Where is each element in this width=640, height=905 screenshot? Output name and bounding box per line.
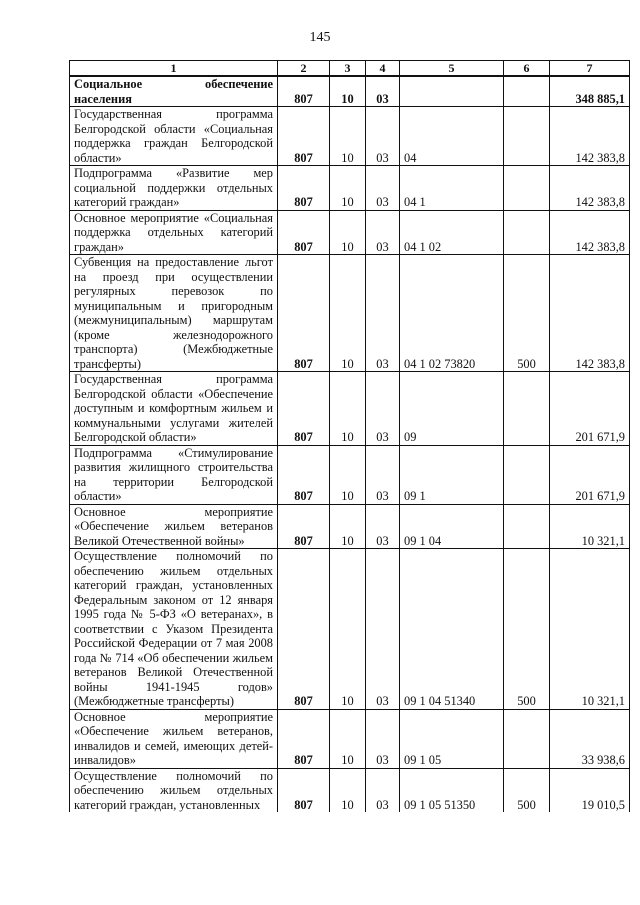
row-sum: 142 383,8 — [550, 107, 630, 166]
row-section: 10 — [330, 768, 366, 812]
row-expense-type: 500 — [504, 768, 550, 812]
table-row — [70, 768, 630, 812]
row-target-article: 04 — [400, 107, 504, 166]
row-expense-type — [504, 709, 550, 768]
column-header: 1 — [70, 61, 278, 77]
row-name: Осуществление полномочий по обеспечению жильем отдельных категорий граждан, установленных — [70, 768, 278, 812]
row-subsection: 03 — [366, 210, 400, 255]
row-sum: 142 383,8 — [550, 255, 630, 372]
row-sum: 10 321,1 — [550, 549, 630, 710]
row-subsection: 03 — [366, 445, 400, 504]
row-subsection: 03 — [366, 166, 400, 211]
row-expense-type — [504, 504, 550, 549]
column-header: 3 — [330, 61, 366, 77]
table-header-row — [70, 61, 630, 77]
row-target-article: 09 — [400, 372, 504, 446]
row-expense-type: 500 — [504, 549, 550, 710]
page-number: 145 — [309, 30, 331, 45]
table-row — [70, 709, 630, 768]
column-header: 6 — [504, 61, 550, 77]
row-section: 10 — [330, 549, 366, 710]
table-row — [70, 504, 630, 549]
row-grbs: 807 — [278, 372, 330, 446]
row-subsection: 03 — [366, 549, 400, 710]
table-row — [70, 372, 630, 446]
row-target-article: 04 1 02 73820 — [400, 255, 504, 372]
row-sum: 142 383,8 — [550, 166, 630, 211]
row-name: Основное мероприятие «Социальная поддержка отдельных категорий граждан» — [70, 210, 278, 255]
row-section: 10 — [330, 255, 366, 372]
row-sum: 201 671,9 — [550, 372, 630, 446]
row-grbs: 807 — [278, 107, 330, 166]
row-name: Социальное обеспечение населения — [70, 76, 278, 107]
row-section: 10 — [330, 372, 366, 446]
row-target-article: 04 1 02 — [400, 210, 504, 255]
row-sum: 201 671,9 — [550, 445, 630, 504]
row-sum: 19 010,5 — [550, 768, 630, 812]
row-sum: 33 938,6 — [550, 709, 630, 768]
row-target-article: 09 1 04 — [400, 504, 504, 549]
column-header: 5 — [400, 61, 504, 77]
row-subsection: 03 — [366, 372, 400, 446]
row-grbs: 807 — [278, 255, 330, 372]
row-subsection: 03 — [366, 107, 400, 166]
table-row — [70, 445, 630, 504]
row-grbs: 807 — [278, 709, 330, 768]
row-grbs: 807 — [278, 210, 330, 255]
row-target-article: 09 1 05 — [400, 709, 504, 768]
row-section: 10 — [330, 709, 366, 768]
row-target-article: 09 1 — [400, 445, 504, 504]
row-subsection: 03 — [366, 709, 400, 768]
budget-table — [69, 60, 630, 812]
table-row — [70, 166, 630, 211]
row-target-article: 04 1 — [400, 166, 504, 211]
row-section: 10 — [330, 504, 366, 549]
row-target-article: 09 1 05 51350 — [400, 768, 504, 812]
column-header: 2 — [278, 61, 330, 77]
row-subsection: 03 — [366, 504, 400, 549]
row-section: 10 — [330, 107, 366, 166]
row-name: Основное мероприятие «Обеспечение жильем ветеранов Великой Отечественной войны» — [70, 504, 278, 549]
column-header: 4 — [366, 61, 400, 77]
table-row — [70, 255, 630, 372]
row-name: Подпрограмма «Стимулирование развития жилищного строительства на территории Белгородской области» — [70, 445, 278, 504]
row-grbs: 807 — [278, 76, 330, 107]
column-header: 7 — [550, 61, 630, 77]
table-row — [70, 107, 630, 166]
row-expense-type — [504, 76, 550, 107]
table-row — [70, 76, 630, 107]
row-sum: 348 885,1 — [550, 76, 630, 107]
row-expense-type — [504, 210, 550, 255]
row-sum: 10 321,1 — [550, 504, 630, 549]
row-grbs: 807 — [278, 445, 330, 504]
table-row — [70, 210, 630, 255]
table-row — [70, 549, 630, 710]
row-expense-type — [504, 372, 550, 446]
row-expense-type — [504, 445, 550, 504]
row-section: 10 — [330, 445, 366, 504]
row-subsection: 03 — [366, 768, 400, 812]
row-grbs: 807 — [278, 549, 330, 710]
row-expense-type — [504, 107, 550, 166]
row-grbs: 807 — [278, 166, 330, 211]
row-name: Основное мероприятие «Обеспечение жильем ветеранов, инвалидов и семей, имеющих детей-инвалидов» — [70, 709, 278, 768]
row-name: Субвенция на предоставление льгот на проезд при осуществлении регулярных перевозок по муниципальным и пригородным (межмуниципальным) маршрутам (кроме железнодорожного транспорта) (Межбюджетные трансферты) — [70, 255, 278, 372]
row-grbs: 807 — [278, 768, 330, 812]
row-target-article: 09 1 04 51340 — [400, 549, 504, 710]
row-grbs: 807 — [278, 504, 330, 549]
row-expense-type: 500 — [504, 255, 550, 372]
row-section: 10 — [330, 210, 366, 255]
row-subsection: 03 — [366, 255, 400, 372]
row-name: Государственная программа Белгородской области «Социальная поддержка граждан Белгородской области» — [70, 107, 278, 166]
row-section: 10 — [330, 76, 366, 107]
row-name: Подпрограмма «Развитие мер социальной поддержки отдельных категорий граждан» — [70, 166, 278, 211]
row-section: 10 — [330, 166, 366, 211]
row-subsection: 03 — [366, 76, 400, 107]
row-name: Осуществление полномочий по обеспечению жильем отдельных категорий граждан, установленных Федеральным законом от 12 января 1995 года № 5-ФЗ «О ветеранах», в соответствии с Указом Президента Российской Федерации от 7 мая 2008 года № 714 «Об обеспечении жильем ветеранов Великой Отечественной войны 1941-1945 годов» (Межбюджетные трансферты) — [70, 549, 278, 710]
row-sum: 142 383,8 — [550, 210, 630, 255]
row-expense-type — [504, 166, 550, 211]
row-name: Государственная программа Белгородской области «Обеспечение доступным и комфортным жильем и коммунальными услугами жителей Белгородской области» — [70, 372, 278, 446]
row-target-article — [400, 76, 504, 107]
